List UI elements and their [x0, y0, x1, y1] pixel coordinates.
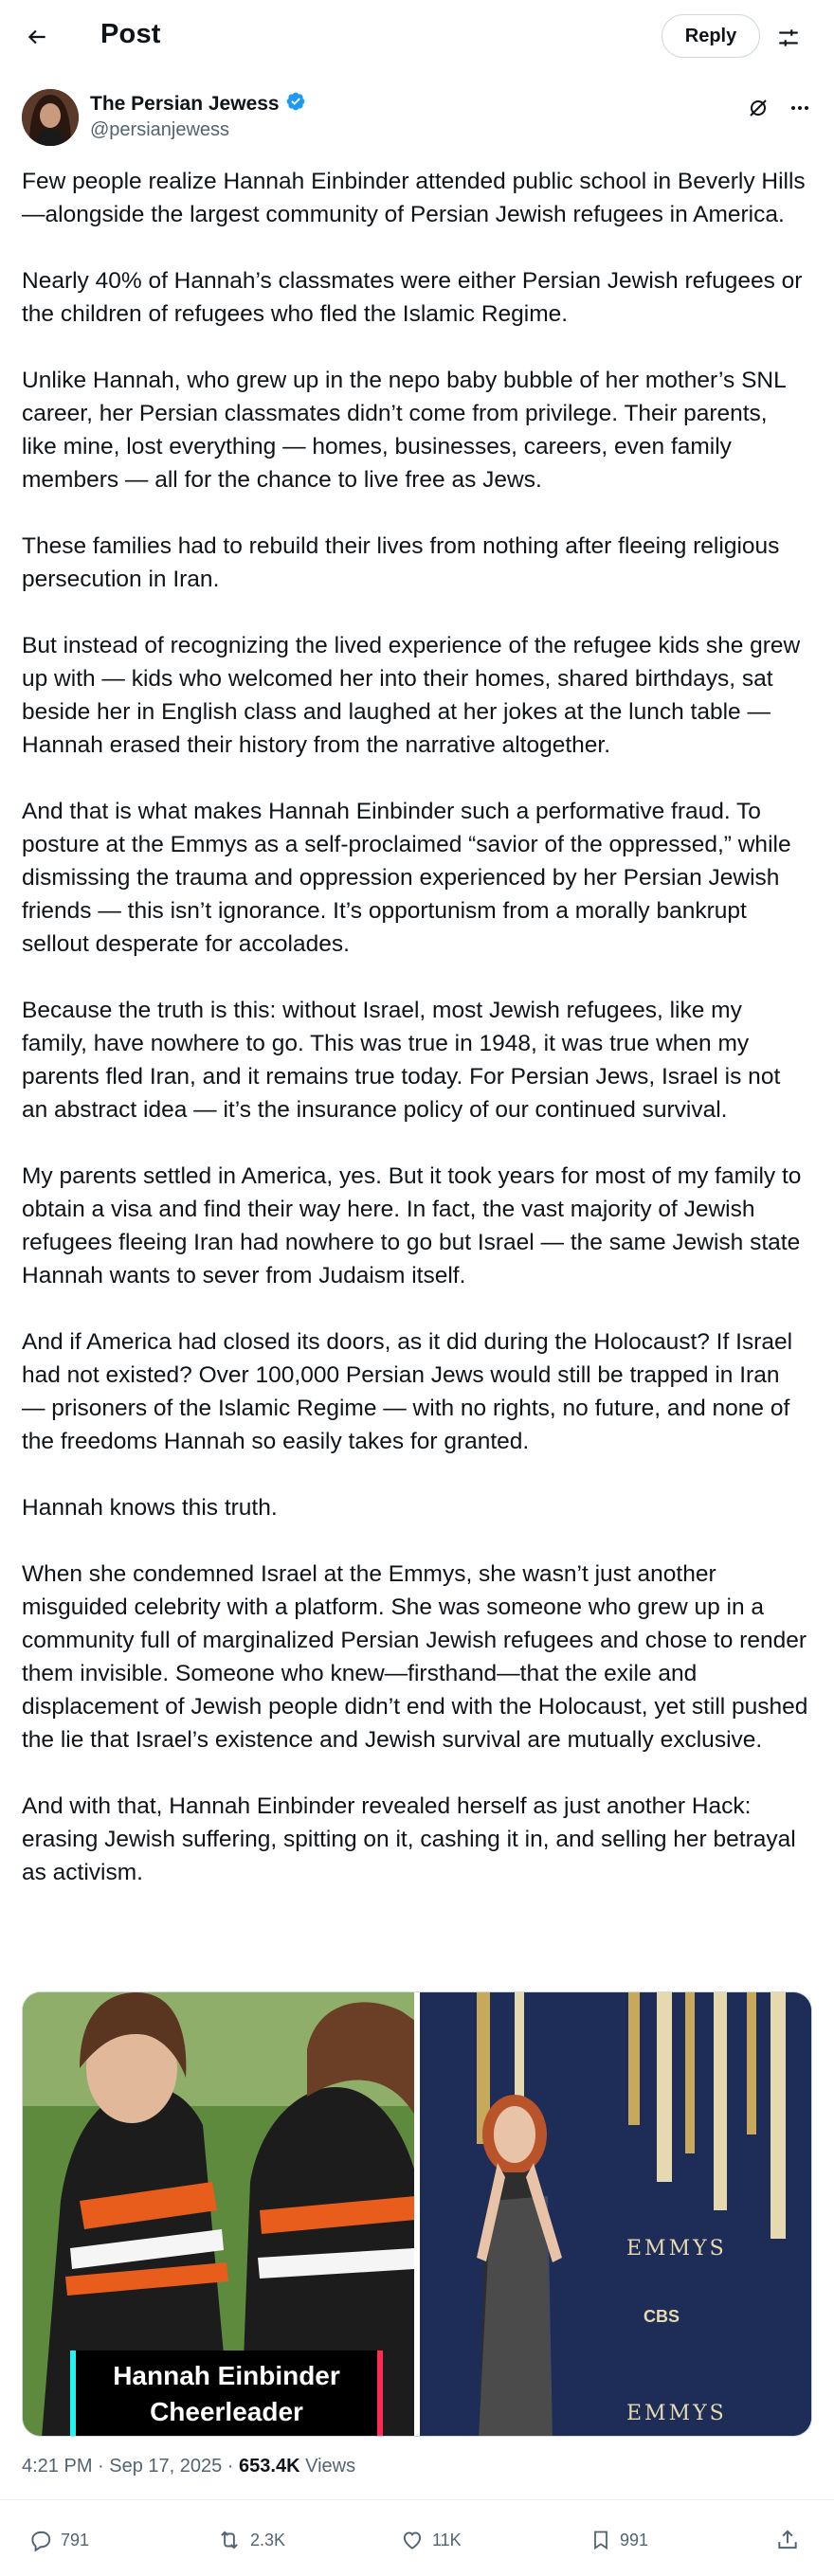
- display-name-text: The Persian Jewess: [90, 93, 280, 115]
- bookmark-action[interactable]: [589, 2528, 648, 2552]
- post-paragraph: Few people realize Hannah Einbinder attended public school in Beverly Hills—alongside the largest community of Persian Jewish refugees in America.: [22, 169, 806, 227]
- repost-icon: [216, 2528, 243, 2552]
- grok-icon[interactable]: [741, 91, 775, 125]
- reply-button[interactable]: Reply: [662, 14, 760, 58]
- page-title: Post: [100, 19, 161, 49]
- media-image-emmys[interactable]: [420, 1992, 811, 2437]
- verified-badge-icon: [285, 91, 306, 117]
- caption-line-2: Cheerleader: [150, 2397, 303, 2426]
- post-paragraph: My parents settled in America, yes. But it took years for most of my family to obtain a visa and find their way here. In fact, the vast majority of Jewish refugees fleeing Iran had nowhere to go but Israel — the same Jewish state Hannah wants to sever from Judaism itself.: [22, 1163, 802, 1288]
- avatar[interactable]: [22, 89, 79, 146]
- views-label: Views: [299, 2456, 356, 2477]
- like-action[interactable]: [400, 2528, 462, 2552]
- post-paragraph: Hannah knows this truth.: [22, 1495, 278, 1521]
- post-paragraph: Unlike Hannah, who grew up in the nepo baby bubble of her mother’s SNL career, her Persian classmates didn’t come from privilege. Their parents, like mine, lost everything — homes, businesses, careers, even family members — all for the chance to live free as Jews.: [22, 368, 786, 493]
- views-count: 653.4K: [239, 2456, 300, 2477]
- repost-action[interactable]: [216, 2528, 285, 2552]
- cheerleader-caption: [70, 2351, 383, 2437]
- post-paragraph: But instead of recognizing the lived experience of the refugee kids she grew up with — kids who welcomed her into their homes, shared birthdays, sat beside her in English class and laughed at her jokes at the lunch table — Hannah erased their history from the narrative altogether.: [22, 633, 801, 758]
- cbs-backdrop-text: CBS: [643, 2307, 680, 2326]
- author-row: [0, 81, 834, 157]
- share-action[interactable]: [775, 2528, 800, 2552]
- post-paragraph: And with that, Hannah Einbinder revealed herself as just another Hack: erasing Jewish suffering, spitting on it, cashing it in, and selling her betrayal as activism.: [22, 1793, 796, 1885]
- reply-count: 791: [61, 2530, 90, 2549]
- bookmark-count: 991: [620, 2530, 649, 2549]
- sliders-icon[interactable]: [770, 19, 807, 57]
- action-bar: [0, 2520, 834, 2567]
- post-paragraph: These families had to rebuild their lives from nothing after fleeing religious persecution in Iran.: [22, 533, 780, 592]
- divider: [0, 2499, 834, 2500]
- back-arrow-icon[interactable]: [17, 17, 57, 57]
- caption-line-1: Hannah Einbinder: [113, 2361, 340, 2390]
- reply-icon: [28, 2528, 53, 2552]
- post-text: [22, 165, 808, 1889]
- post-paragraph: Because the truth is this: without Israel, most Jewish refugees, like my family, have nowhere to go. This was true in 1948, it was true when my parents fled Iran, and it remains true today. For Persian Jews, Israel is not an abstract idea — it’s the insurance policy of our continued survival.: [22, 998, 781, 1123]
- media-image-cheerleader[interactable]: [23, 1992, 414, 2437]
- heart-icon: [400, 2528, 425, 2552]
- post-paragraph: Nearly 40% of Hannah’s classmates were either Persian Jewish refugees or the children of refugees who fled the Islamic Regime.: [22, 268, 803, 327]
- like-count: 11K: [432, 2530, 462, 2549]
- more-options-icon[interactable]: [783, 91, 817, 125]
- repost-count: 2.3K: [250, 2530, 286, 2549]
- top-bar: [0, 0, 834, 74]
- post-paragraph: And that is what makes Hannah Einbinder such a performative fraud. To posture at the Emmys as a self-proclaimed “savior of the oppressed,” while dismissing the trauma and oppression experienced by her Persian Jewish friends — this isn’t ignorance. It’s opportunism from a morally bankrupt sellout desperate for accolades.: [22, 799, 791, 957]
- emmys-backdrop-text: EMMYS: [626, 2402, 727, 2425]
- post-timestamp[interactable]: 4:21 PM · Sep 17, 2025 ·: [22, 2456, 240, 2477]
- post-paragraph: And if America had closed its doors, as it did during the Holocaust? If Israel had not existed? Over 100,000 Persian Jews would still be trapped in Iran — prisoners of the Islamic Regime — with no rights, no future, and none of the freedoms Hannah so easily takes for granted.: [22, 1329, 793, 1454]
- bookmark-icon: [589, 2528, 612, 2552]
- post-media: [22, 1991, 812, 2437]
- emmys-backdrop-text: EMMYS: [626, 2237, 727, 2261]
- reply-action[interactable]: [28, 2528, 89, 2552]
- post-meta: [22, 2456, 355, 2477]
- share-icon: [775, 2528, 800, 2552]
- post-paragraph: When she condemned Israel at the Emmys, she wasn’t just another misguided celebrity with a platform. She was someone who grew up in a community full of marginalized Persian Jewish refugees and chose to render them invisible. Someone who knew—firsthand—that the exile and displacement of Jewish people didn’t end with the Holocaust, yet still pushed the lie that Israel’s existence and Jewish survival are mutually exclusive.: [22, 1561, 808, 1753]
- handle[interactable]: @persianjewess: [90, 119, 230, 140]
- display-name[interactable]: [90, 91, 306, 117]
